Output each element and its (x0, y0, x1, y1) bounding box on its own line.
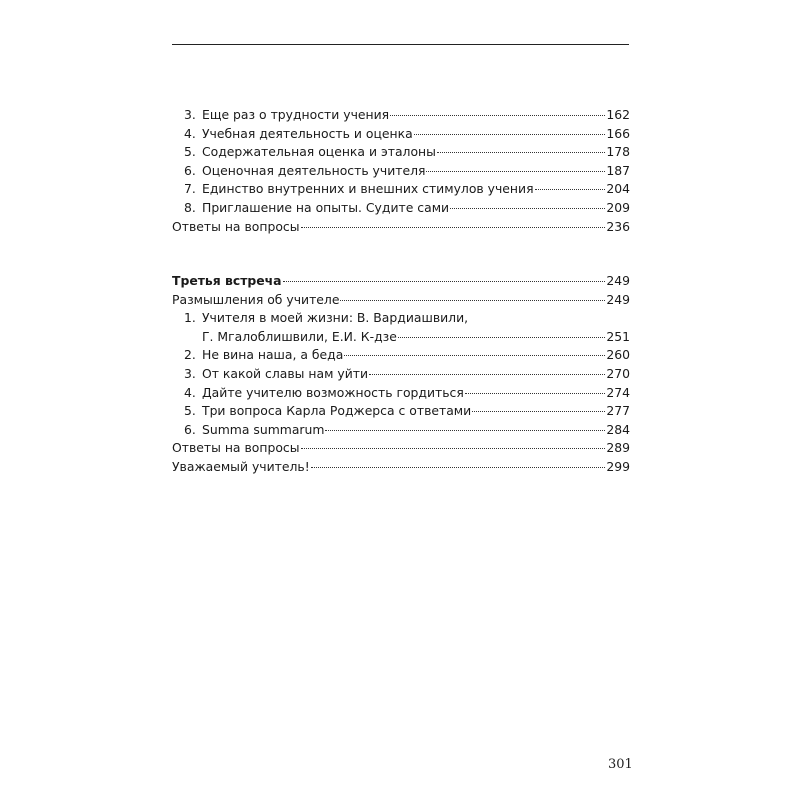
entry-title: Учителя в моей жизни: В. Вардиашвили, (202, 310, 469, 326)
dot-leader (344, 355, 605, 356)
entry-title: Дайте учителю возможность гордиться (202, 384, 464, 400)
dot-leader (398, 337, 605, 338)
toc-entry (172, 458, 630, 477)
entry-title: Не вина наша, а беда (202, 347, 344, 363)
toc-entry (172, 162, 630, 181)
dot-leader (301, 227, 606, 228)
entry-title: Единство внутренних и внешних стимулов учения (202, 181, 534, 197)
entry-page: 187 (606, 162, 630, 178)
toc-entry (172, 199, 630, 218)
dot-leader (390, 115, 605, 116)
dot-leader (450, 208, 605, 209)
section-heading: Третья встреча (172, 273, 282, 288)
toc-entry (172, 384, 630, 403)
entry-page: 236 (606, 218, 630, 234)
entry-number: 4. (184, 384, 196, 400)
entry-number: 1. (184, 310, 196, 326)
entry-number: 5. (184, 403, 196, 419)
entry-number: 3. (184, 365, 196, 381)
entry-title: Еще раз о трудности учения (202, 107, 390, 122)
dot-leader (301, 448, 606, 449)
entry-title: Три вопроса Карла Роджерса с ответами (202, 403, 472, 419)
dot-leader (472, 411, 605, 412)
entry-title-continued: Г. Мгалоблишвили, Е.И. К-дзе (202, 328, 397, 344)
toc-entry (172, 421, 630, 440)
entry-title: Оценочная деятельность учителя (202, 162, 426, 178)
dot-leader (437, 152, 605, 153)
dot-leader (311, 467, 606, 468)
entry-title: Ответы на вопросы (172, 218, 300, 234)
dot-leader (325, 430, 605, 431)
entry-page: 162 (606, 107, 630, 122)
entry-title: Summa summarum (202, 421, 325, 437)
entry-number: 7. (184, 181, 196, 197)
entry-title: Ответы на вопросы (172, 440, 300, 456)
toc-entry (172, 218, 630, 237)
entry-page: 249 (606, 273, 630, 288)
entry-page: 209 (606, 199, 630, 215)
toc-entry-line2 (172, 328, 630, 347)
entry-page: 166 (606, 125, 630, 141)
toc-entry-line1 (172, 309, 630, 328)
dot-leader (535, 189, 606, 190)
header-rule (172, 44, 629, 45)
dot-leader (340, 300, 605, 301)
toc-entry (172, 125, 630, 144)
entry-page: 251 (606, 328, 630, 344)
entry-page: 178 (606, 144, 630, 160)
entry-page: 299 (606, 458, 630, 474)
entry-page: 274 (606, 384, 630, 400)
entry-number: 8. (184, 199, 196, 215)
entry-page: 289 (606, 440, 630, 456)
toc-subheading (172, 291, 630, 310)
entry-page: 284 (606, 421, 630, 437)
page-number: 301 (608, 757, 633, 772)
dot-leader (426, 171, 605, 172)
dot-leader (414, 134, 606, 135)
entry-page: 260 (606, 347, 630, 363)
entry-number: 2. (184, 347, 196, 363)
toc-entry (172, 365, 630, 384)
toc-heading (172, 272, 630, 291)
entry-number: 4. (184, 125, 196, 141)
toc-entry (172, 439, 630, 458)
entry-title: Уважаемый учитель! (172, 458, 310, 474)
entry-number: 5. (184, 144, 196, 160)
entry-title: Содержательная оценка и эталоны (202, 144, 436, 160)
toc-entry (172, 143, 630, 162)
entry-page: 270 (606, 365, 630, 381)
toc-entry (172, 180, 630, 199)
entry-page: 204 (606, 181, 630, 197)
toc-section-continued (172, 106, 630, 236)
toc-entry (172, 346, 630, 365)
dot-leader (465, 393, 606, 394)
entry-page: 249 (606, 291, 630, 307)
entry-number: 3. (184, 107, 196, 122)
dot-leader (369, 374, 605, 375)
entry-page: 277 (606, 403, 630, 419)
dot-leader (283, 281, 606, 282)
entry-title: Приглашение на опыты. Судите сами (202, 199, 450, 215)
toc-entry (172, 402, 630, 421)
entry-title: От какой славы нам уйти (202, 365, 369, 381)
subsection-title: Размышления об учителе (172, 291, 340, 307)
toc-entry (172, 106, 630, 125)
toc-section-third-meeting (172, 272, 630, 477)
entry-number: 6. (184, 162, 196, 178)
entry-number: 6. (184, 421, 196, 437)
entry-title: Учебная деятельность и оценка (202, 125, 413, 141)
